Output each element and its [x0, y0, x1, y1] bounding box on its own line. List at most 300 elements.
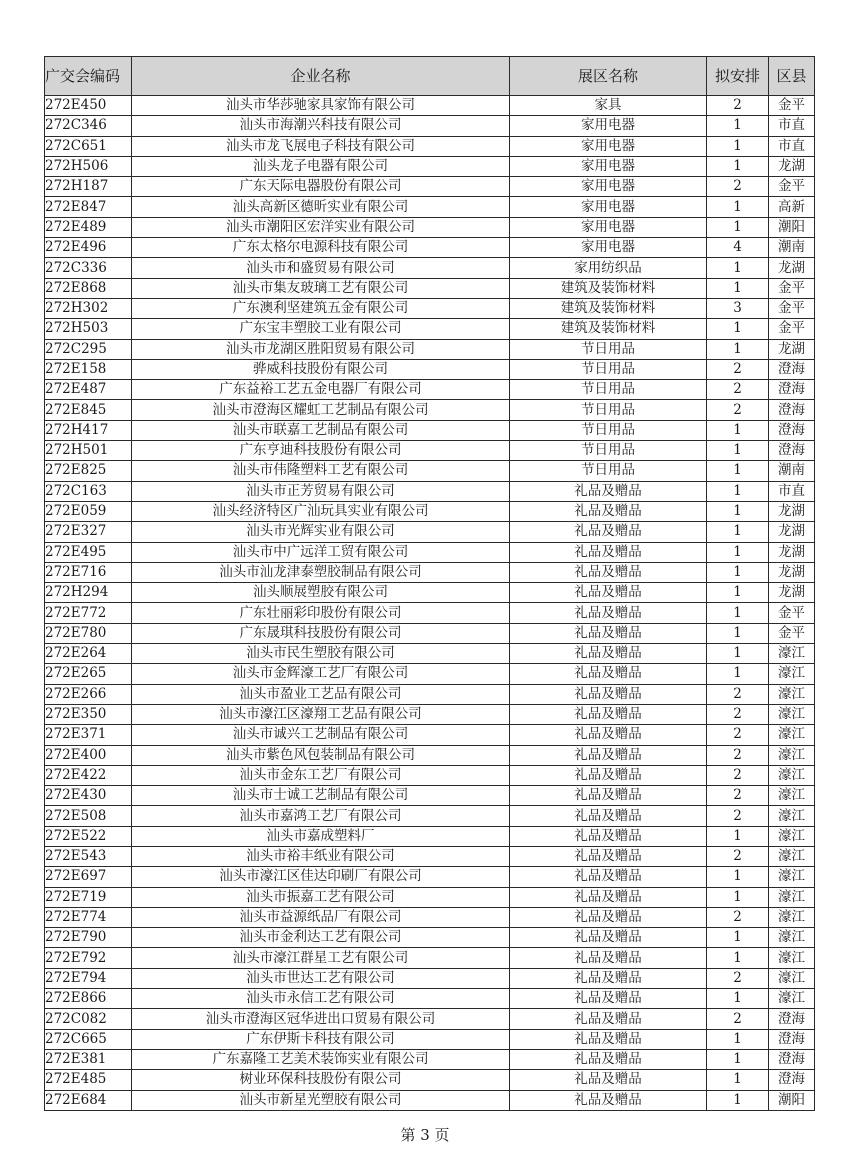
table-row — [45, 116, 815, 136]
row-code: 272E825 — [45, 461, 132, 481]
table-row — [45, 542, 815, 562]
row-code: 272E430 — [45, 786, 132, 806]
row-code: 272H506 — [45, 156, 132, 176]
row-company-name: 汕头市光辉实业有限公司 — [132, 522, 510, 542]
row-hall-name: 礼品及赠品 — [510, 481, 707, 501]
table-row — [45, 400, 815, 420]
row-hall-name: 礼品及赠品 — [510, 887, 707, 907]
row-district: 濠江 — [769, 846, 815, 866]
row-booths: 2 — [707, 765, 769, 785]
row-company-name: 广东太格尔电源科技有限公司 — [132, 238, 510, 258]
row-booths: 1 — [707, 664, 769, 684]
row-code: 272H417 — [45, 420, 132, 440]
row-code: 272E543 — [45, 846, 132, 866]
row-hall-name: 礼品及赠品 — [510, 725, 707, 745]
table-row — [45, 278, 815, 298]
row-booths: 1 — [707, 623, 769, 643]
table-row — [45, 1090, 815, 1110]
row-code: 272E847 — [45, 197, 132, 217]
row-code: 272E350 — [45, 704, 132, 724]
row-hall-name: 礼品及赠品 — [510, 1090, 707, 1110]
row-booths: 1 — [707, 197, 769, 217]
table-row — [45, 481, 815, 501]
row-hall-name: 礼品及赠品 — [510, 704, 707, 724]
row-hall-name: 礼品及赠品 — [510, 664, 707, 684]
row-booths: 2 — [707, 968, 769, 988]
row-hall-name: 节日用品 — [510, 380, 707, 400]
row-company-name: 骅威科技股份有限公司 — [132, 359, 510, 379]
row-district: 濠江 — [769, 786, 815, 806]
row-hall-name: 礼品及赠品 — [510, 684, 707, 704]
table-row — [45, 298, 815, 318]
row-district: 龙湖 — [769, 583, 815, 603]
row-code: 272E158 — [45, 359, 132, 379]
row-hall-name: 礼品及赠品 — [510, 603, 707, 623]
row-booths: 1 — [707, 461, 769, 481]
row-code: 272E866 — [45, 989, 132, 1009]
row-code: 272E790 — [45, 928, 132, 948]
row-company-name: 汕头市濠江区濠翔工艺品有限公司 — [132, 704, 510, 724]
row-district: 金平 — [769, 603, 815, 623]
row-district: 濠江 — [769, 989, 815, 1009]
row-code: 272E780 — [45, 623, 132, 643]
row-district: 龙湖 — [769, 522, 815, 542]
row-company-name: 汕头市濠江群星工艺有限公司 — [132, 948, 510, 968]
table-row — [45, 603, 815, 623]
table-row — [45, 319, 815, 339]
row-company-name: 汕头市裕丰纸业有限公司 — [132, 846, 510, 866]
row-booths: 1 — [707, 826, 769, 846]
row-code: 272E487 — [45, 380, 132, 400]
row-hall-name: 礼品及赠品 — [510, 846, 707, 866]
row-district: 金平 — [769, 96, 815, 116]
row-hall-name: 礼品及赠品 — [510, 542, 707, 562]
row-booths: 1 — [707, 1049, 769, 1069]
table-row — [45, 725, 815, 745]
row-booths: 1 — [707, 501, 769, 521]
row-code: 272E845 — [45, 400, 132, 420]
row-company-name: 汕头市联嘉工艺制品有限公司 — [132, 420, 510, 440]
row-district: 龙湖 — [769, 562, 815, 582]
row-booths: 1 — [707, 319, 769, 339]
row-company-name: 汕头市正芳贸易有限公司 — [132, 481, 510, 501]
row-district: 濠江 — [769, 644, 815, 664]
table-row — [45, 136, 815, 156]
row-hall-name: 礼品及赠品 — [510, 806, 707, 826]
row-code: 272E868 — [45, 278, 132, 298]
row-hall-name: 节日用品 — [510, 359, 707, 379]
row-district: 濠江 — [769, 806, 815, 826]
row-company-name: 广东澳利坚建筑五金有限公司 — [132, 298, 510, 318]
row-hall-name: 礼品及赠品 — [510, 1070, 707, 1090]
table-row — [45, 238, 815, 258]
row-district: 市直 — [769, 116, 815, 136]
row-booths: 1 — [707, 278, 769, 298]
row-code: 272E489 — [45, 217, 132, 237]
exhibitor-table — [44, 56, 815, 1111]
table-row — [45, 846, 815, 866]
row-code: 272C163 — [45, 481, 132, 501]
row-hall-name: 礼品及赠品 — [510, 644, 707, 664]
row-booths: 1 — [707, 441, 769, 461]
row-district: 潮南 — [769, 238, 815, 258]
row-hall-name: 礼品及赠品 — [510, 501, 707, 521]
table-row — [45, 684, 815, 704]
row-code: 272E508 — [45, 806, 132, 826]
row-hall-name: 礼品及赠品 — [510, 867, 707, 887]
row-district: 市直 — [769, 481, 815, 501]
table-row — [45, 664, 815, 684]
row-code: 272E496 — [45, 238, 132, 258]
table-row — [45, 786, 815, 806]
row-district: 潮阳 — [769, 1090, 815, 1110]
row-hall-name: 礼品及赠品 — [510, 745, 707, 765]
row-hall-name: 礼品及赠品 — [510, 1029, 707, 1049]
row-booths: 1 — [707, 522, 769, 542]
row-company-name: 汕头市永信工艺有限公司 — [132, 989, 510, 1009]
row-booths: 1 — [707, 339, 769, 359]
header-booths: 拟安排 — [707, 57, 769, 96]
row-company-name: 汕头市龙湖区胜阳贸易有限公司 — [132, 339, 510, 359]
table-row — [45, 217, 815, 237]
row-company-name: 汕头市中广远洋工贸有限公司 — [132, 542, 510, 562]
row-code: 272C651 — [45, 136, 132, 156]
table-row — [45, 258, 815, 278]
row-code: 272E422 — [45, 765, 132, 785]
row-code: 272E772 — [45, 603, 132, 623]
row-code: 272E371 — [45, 725, 132, 745]
table-row — [45, 928, 815, 948]
row-code: 272E265 — [45, 664, 132, 684]
row-company-name: 汕头市盈业工艺品有限公司 — [132, 684, 510, 704]
row-district: 濠江 — [769, 684, 815, 704]
table-row — [45, 623, 815, 643]
row-hall-name: 节日用品 — [510, 400, 707, 420]
row-booths: 2 — [707, 704, 769, 724]
row-district: 龙湖 — [769, 258, 815, 278]
row-hall-name: 建筑及装饰材料 — [510, 278, 707, 298]
row-code: 272E774 — [45, 907, 132, 927]
table-row — [45, 177, 815, 197]
table-row — [45, 461, 815, 481]
row-company-name: 汕头龙子电器有限公司 — [132, 156, 510, 176]
row-hall-name: 礼品及赠品 — [510, 826, 707, 846]
row-booths: 1 — [707, 542, 769, 562]
row-company-name: 汕头市金利达工艺有限公司 — [132, 928, 510, 948]
row-booths: 2 — [707, 400, 769, 420]
page-number: 第 3 页 — [400, 1126, 450, 1144]
row-district: 濠江 — [769, 765, 815, 785]
row-company-name: 汕头市龙飞展电子科技有限公司 — [132, 136, 510, 156]
row-hall-name: 礼品及赠品 — [510, 989, 707, 1009]
row-hall-name: 礼品及赠品 — [510, 928, 707, 948]
row-district: 澄海 — [769, 359, 815, 379]
row-district: 龙湖 — [769, 156, 815, 176]
row-hall-name: 家用电器 — [510, 197, 707, 217]
row-hall-name: 家具 — [510, 96, 707, 116]
row-code: 272E485 — [45, 1070, 132, 1090]
row-company-name: 广东晟琪科技股份有限公司 — [132, 623, 510, 643]
row-district: 龙湖 — [769, 501, 815, 521]
table-row — [45, 1049, 815, 1069]
row-company-name: 汕头市金东工艺厂有限公司 — [132, 765, 510, 785]
row-code: 272H302 — [45, 298, 132, 318]
row-hall-name: 家用电器 — [510, 116, 707, 136]
row-hall-name: 家用电器 — [510, 136, 707, 156]
row-company-name: 汕头市海潮兴科技有限公司 — [132, 116, 510, 136]
row-booths: 4 — [707, 238, 769, 258]
header-company-name: 企业名称 — [132, 57, 510, 96]
row-hall-name: 礼品及赠品 — [510, 562, 707, 582]
row-hall-name: 礼品及赠品 — [510, 623, 707, 643]
row-booths: 1 — [707, 1029, 769, 1049]
table-row — [45, 907, 815, 927]
table-row — [45, 806, 815, 826]
row-company-name: 汕头市紫色风包装制品有限公司 — [132, 745, 510, 765]
row-district: 濠江 — [769, 968, 815, 988]
row-district: 澄海 — [769, 1009, 815, 1029]
row-booths: 2 — [707, 1009, 769, 1029]
row-company-name: 广东壮丽彩印股份有限公司 — [132, 603, 510, 623]
row-booths: 2 — [707, 380, 769, 400]
row-hall-name: 礼品及赠品 — [510, 1049, 707, 1069]
row-company-name: 汕头市伟隆塑料工艺有限公司 — [132, 461, 510, 481]
row-company-name: 汕头市民生塑胶有限公司 — [132, 644, 510, 664]
row-booths: 2 — [707, 177, 769, 197]
row-code: 272E381 — [45, 1049, 132, 1069]
row-district: 潮阳 — [769, 217, 815, 237]
row-booths: 2 — [707, 359, 769, 379]
row-code: 272E495 — [45, 542, 132, 562]
row-company-name: 汕头市振嘉工艺有限公司 — [132, 887, 510, 907]
row-company-name: 广东亨迪科技股份有限公司 — [132, 441, 510, 461]
row-booths: 1 — [707, 116, 769, 136]
row-hall-name: 节日用品 — [510, 420, 707, 440]
row-code: 272E792 — [45, 948, 132, 968]
table-row — [45, 156, 815, 176]
row-company-name: 汕头经济特区广汕玩具实业有限公司 — [132, 501, 510, 521]
row-hall-name: 礼品及赠品 — [510, 1009, 707, 1029]
row-district: 濠江 — [769, 745, 815, 765]
table-row — [45, 968, 815, 988]
row-hall-name: 家用电器 — [510, 177, 707, 197]
row-company-name: 汕头顺展塑胶有限公司 — [132, 583, 510, 603]
row-booths: 2 — [707, 907, 769, 927]
row-booths: 1 — [707, 1070, 769, 1090]
row-hall-name: 家用纺织品 — [510, 258, 707, 278]
row-company-name: 广东益裕工艺五金电器厂有限公司 — [132, 380, 510, 400]
table-row — [45, 359, 815, 379]
table-row — [45, 562, 815, 582]
row-code: 272C336 — [45, 258, 132, 278]
table-row — [45, 826, 815, 846]
row-district: 濠江 — [769, 928, 815, 948]
table-row — [45, 583, 815, 603]
table-row — [45, 1009, 815, 1029]
row-code: 272E450 — [45, 96, 132, 116]
row-district: 澄海 — [769, 400, 815, 420]
row-company-name: 广东嘉隆工艺美术装饰实业有限公司 — [132, 1049, 510, 1069]
table-row — [45, 644, 815, 664]
row-company-name: 汕头市华莎驰家具家饰有限公司 — [132, 96, 510, 116]
row-district: 濠江 — [769, 826, 815, 846]
row-company-name: 汕头市汕龙津泰塑胶制品有限公司 — [132, 562, 510, 582]
row-district: 濠江 — [769, 907, 815, 927]
row-company-name: 汕头市潮阳区宏洋实业有限公司 — [132, 217, 510, 237]
row-code: 272E697 — [45, 867, 132, 887]
row-district: 澄海 — [769, 1029, 815, 1049]
row-district: 龙湖 — [769, 542, 815, 562]
header-hall-name: 展区名称 — [510, 57, 707, 96]
table-row — [45, 339, 815, 359]
table-body — [45, 96, 815, 1111]
row-company-name: 广东伊斯卡科技有限公司 — [132, 1029, 510, 1049]
row-district: 濠江 — [769, 948, 815, 968]
row-code: 272E327 — [45, 522, 132, 542]
row-district: 澄海 — [769, 420, 815, 440]
row-booths: 1 — [707, 867, 769, 887]
row-hall-name: 家用电器 — [510, 156, 707, 176]
row-booths: 2 — [707, 745, 769, 765]
row-booths: 1 — [707, 481, 769, 501]
table-row — [45, 420, 815, 440]
row-booths: 2 — [707, 684, 769, 704]
table-row — [45, 197, 815, 217]
row-district: 龙湖 — [769, 339, 815, 359]
row-hall-name: 礼品及赠品 — [510, 907, 707, 927]
row-code: 272H503 — [45, 319, 132, 339]
row-company-name: 广东天际电器股份有限公司 — [132, 177, 510, 197]
table-row — [45, 501, 815, 521]
table-row — [45, 522, 815, 542]
row-hall-name: 礼品及赠品 — [510, 786, 707, 806]
row-hall-name: 建筑及装饰材料 — [510, 298, 707, 318]
row-company-name: 广东宝丰塑胶工业有限公司 — [132, 319, 510, 339]
row-hall-name: 节日用品 — [510, 461, 707, 481]
row-hall-name: 家用电器 — [510, 238, 707, 258]
row-company-name: 汕头市金辉濠工艺厂有限公司 — [132, 664, 510, 684]
table-row — [45, 948, 815, 968]
row-booths: 2 — [707, 786, 769, 806]
row-company-name: 汕头市澄海区耀虹工艺制品有限公司 — [132, 400, 510, 420]
row-booths: 1 — [707, 948, 769, 968]
table-row — [45, 380, 815, 400]
table-header-row — [45, 57, 815, 96]
row-booths: 1 — [707, 887, 769, 907]
row-company-name: 汕头市嘉鸿工艺厂有限公司 — [132, 806, 510, 826]
row-district: 濠江 — [769, 725, 815, 745]
table-row — [45, 765, 815, 785]
row-booths: 1 — [707, 136, 769, 156]
row-district: 濠江 — [769, 867, 815, 887]
row-hall-name: 建筑及装饰材料 — [510, 319, 707, 339]
table-row — [45, 441, 815, 461]
table-row — [45, 1070, 815, 1090]
row-booths: 2 — [707, 96, 769, 116]
row-code: 272C082 — [45, 1009, 132, 1029]
row-booths: 1 — [707, 258, 769, 278]
table-row — [45, 989, 815, 1009]
row-booths: 1 — [707, 562, 769, 582]
table-row — [45, 96, 815, 116]
header-code: 广交会编码 — [45, 57, 132, 96]
row-district: 市直 — [769, 136, 815, 156]
row-company-name: 汕头市诚兴工艺制品有限公司 — [132, 725, 510, 745]
row-hall-name: 家用电器 — [510, 217, 707, 237]
row-company-name: 汕头市濠江区佳达印刷厂有限公司 — [132, 867, 510, 887]
row-code: 272E719 — [45, 887, 132, 907]
row-code: 272E716 — [45, 562, 132, 582]
row-code: 272E522 — [45, 826, 132, 846]
row-hall-name: 礼品及赠品 — [510, 765, 707, 785]
table-row — [45, 887, 815, 907]
row-code: 272H187 — [45, 177, 132, 197]
row-booths: 1 — [707, 1090, 769, 1110]
row-district: 高新 — [769, 197, 815, 217]
row-code: 272E059 — [45, 501, 132, 521]
row-district: 金平 — [769, 278, 815, 298]
table-row — [45, 867, 815, 887]
row-company-name: 汕头市新星光塑胶有限公司 — [132, 1090, 510, 1110]
row-district: 濠江 — [769, 664, 815, 684]
row-booths: 1 — [707, 217, 769, 237]
row-hall-name: 礼品及赠品 — [510, 522, 707, 542]
row-code: 272E266 — [45, 684, 132, 704]
table-row — [45, 1029, 815, 1049]
row-booths: 1 — [707, 644, 769, 664]
row-code: 272E264 — [45, 644, 132, 664]
row-code: 272E794 — [45, 968, 132, 988]
row-district: 澄海 — [769, 1049, 815, 1069]
table-row — [45, 745, 815, 765]
row-hall-name: 礼品及赠品 — [510, 583, 707, 603]
row-company-name: 汕头市嘉成塑料厂 — [132, 826, 510, 846]
row-district: 金平 — [769, 623, 815, 643]
row-district: 金平 — [769, 319, 815, 339]
row-district: 濠江 — [769, 704, 815, 724]
row-code: 272C295 — [45, 339, 132, 359]
row-hall-name: 节日用品 — [510, 339, 707, 359]
row-booths: 1 — [707, 583, 769, 603]
row-hall-name: 礼品及赠品 — [510, 948, 707, 968]
row-booths: 2 — [707, 846, 769, 866]
header-district: 区县 — [769, 57, 815, 96]
row-booths: 1 — [707, 420, 769, 440]
row-hall-name: 节日用品 — [510, 441, 707, 461]
table-row — [45, 704, 815, 724]
row-booths: 1 — [707, 928, 769, 948]
row-district: 金平 — [769, 177, 815, 197]
row-company-name: 汕头市世达工艺有限公司 — [132, 968, 510, 988]
row-district: 澄海 — [769, 441, 815, 461]
row-company-name: 汕头市澄海区冠华进出口贸易有限公司 — [132, 1009, 510, 1029]
row-district: 澄海 — [769, 380, 815, 400]
row-company-name: 树业环保科技股份有限公司 — [132, 1070, 510, 1090]
row-code: 272H501 — [45, 441, 132, 461]
row-hall-name: 礼品及赠品 — [510, 968, 707, 988]
row-booths: 3 — [707, 298, 769, 318]
row-district: 潮南 — [769, 461, 815, 481]
row-company-name: 汕头高新区德昕实业有限公司 — [132, 197, 510, 217]
row-company-name: 汕头市士诚工艺制品有限公司 — [132, 786, 510, 806]
row-district: 濠江 — [769, 887, 815, 907]
row-booths: 2 — [707, 806, 769, 826]
row-code: 272H294 — [45, 583, 132, 603]
row-district: 澄海 — [769, 1070, 815, 1090]
row-booths: 1 — [707, 603, 769, 623]
row-booths: 1 — [707, 156, 769, 176]
row-company-name: 汕头市集友玻璃工艺有限公司 — [132, 278, 510, 298]
